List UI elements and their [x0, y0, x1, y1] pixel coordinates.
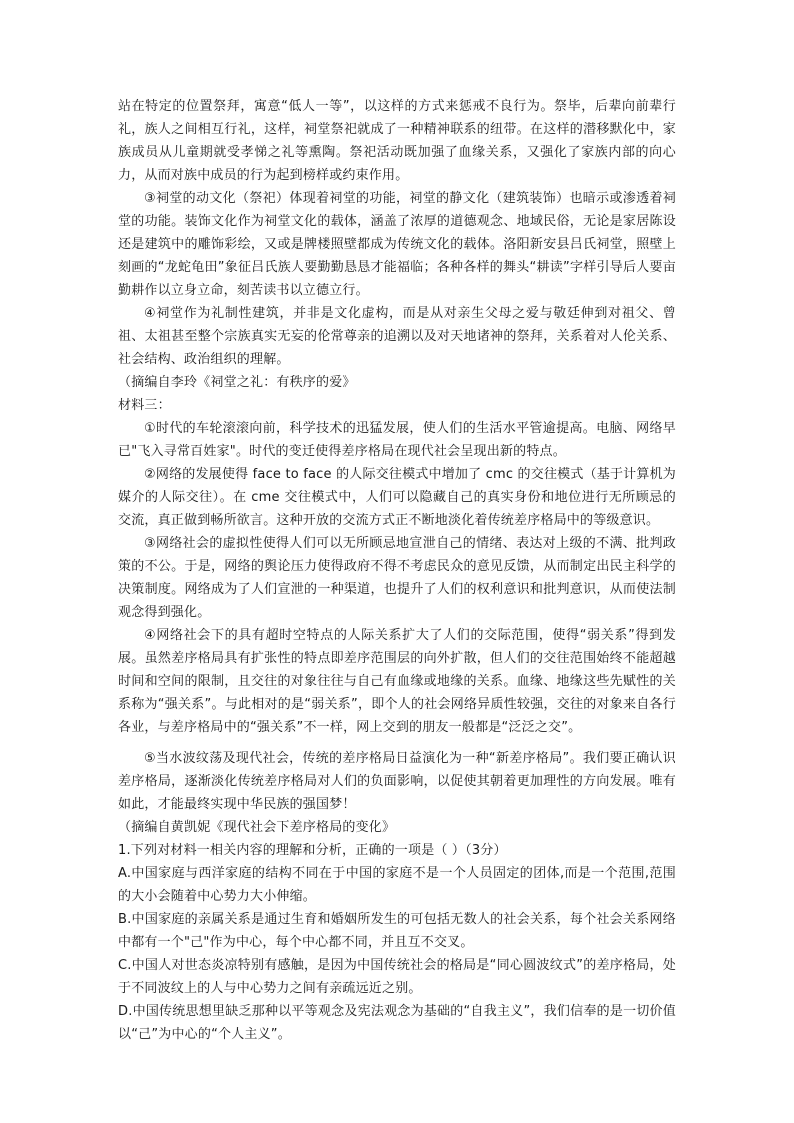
material2-paragraph-3: ③祠堂的动文化（祭祀）体现着祠堂的功能，祠堂的静文化（建筑装饰）也暗示或渗透着祠堂的功能。装饰文化作为祠堂文化的载体，涵盖了浓厚的道德观念、地域民俗，无论是家居陈设还是建筑中的雕饰彩绘，又或是牌楼照壁都成为传统文化的载体。洛阳新安县吕氏祠堂，照壁上刻画的“龙蛇龟田”象征吕氏族人要勤勤恳恳才能福临；各种各样的舞头“耕读”字样引导后人要亩勤耕作以立身立命，刻苦读书以立德立行。: [118, 191, 676, 298]
material2-source: （摘编自李玲《祠堂之礼：有秩序的爱》: [118, 375, 356, 390]
material3-paragraph-5: ⑤当水波纹荡及现代社会，传统的差序格局日益演化为一种“新差序格局”。我们要正确认识差序格局，逐渐淡化传统差序格局对人们的负面影响，以促使其朝着更加理性的方向发展。唯有如此，才能最终实现中华民族的强国梦！: [118, 751, 676, 812]
material2-paragraph-2-continued: 站在特定的位置祭拜，寓意“低人一等”，以这样的方式来惩戒不良行为。祭毕，后辈向前辈行礼，族人之间相互行礼，这样，祠堂祭祀就成了一种精神联系的纽带。在这样的潜移默化中，家族成员从儿童期就受孝悌之礼等熏陶。祭祀活动既加强了血缘关系，又强化了家族内部的向心力，从而对族中成员的行为起到榜样或约束作用。: [118, 99, 676, 183]
material3-paragraph-3: ③网络社会的虚拟性使得人们可以无所顾忌地宣泄自己的情绪、表达对上级的不满、批判政策的不公。于是，网络的舆论压力使得政府不得不考虑民众的意见反馈，从而制定出民主科学的决策制度。网络成为了人们宣泄的一种渠道，也提升了人们的权利意识和批判意识，从而使法制观念得到强化。: [118, 536, 676, 620]
material3-source: （摘编自黄凯妮《现代社会下差序格局的变化》: [118, 820, 396, 835]
material2-paragraph-4: ④祠堂作为礼制性建筑，并非是文化虚构，而是从对亲生父母之爱与敬廷伸到对祖父、曾祖、太祖甚至整个宗族真实无妄的伦常尊亲的追溯以及对天地诸神的祭拜，关系着对人伦关系、社会结构、政治组织的理解。: [118, 306, 676, 367]
question-1-option-a: A.中国家庭与西洋家庭的结构不同在于中国的家庭不是一个人员固定的团体,而是一个范围,范围的大小会随着中心势力大小伸缩。: [118, 866, 676, 904]
material3-paragraph-1: ①时代的车轮滚滚向前，科学技术的迅猛发展，使人们的生活水平管逾提高。电脑、网络早已"飞入寻常百姓家"。时代的变迁使得差序格局在现代社会呈现出新的特点。: [118, 421, 676, 459]
material3-heading: 材料三：: [118, 398, 171, 413]
material3-paragraph-4: ④网络社会下的具有超时空特点的人际关系扩大了人们的交际范围，使得“弱关系”得到发展。虽然差序格局具有扩张性的特点即差序范围层的向外扩散，但人们的交往范围始终不能超越时间和空间的限制，且交往的对象往往与自己有血缘或地缘的关系。血缘、地缘这些先赋性的关系称为“强关系”。与此相对的是“弱关系”，即个人的社会网络异质性较强，交往的对象来自各行各业，与差序格局中的“强关系”不一样，网上交到的朋友一般都是“泛泛之交”。: [118, 628, 676, 735]
question-1-stem: 1.下列对材料一相关内容的理解和分析，正确的一项是（ ）（3分）: [118, 843, 507, 858]
question-1-option-d: D.中国传统思想里缺乏那种以平等观念及宪法观念为基础的“自我主义”，我们信奉的是一切价值以“己”为中心的“个人主义”。: [118, 1004, 676, 1042]
document-page: [118, 95, 676, 1046]
question-1-option-c: C.中国人对世态炎凉特别有感触，是因为中国传统社会的格局是“同心圆波纹式”的差序格局，处于不同波纹上的人与中心势力之间有亲疏远近之别。: [118, 958, 676, 996]
material3-paragraph-2: ②网络的发展使得 face to face 的人际交往模式中增加了 cmc 的交往模式（基于计算机为媒介的人际交往）。在 cme 交往模式中，人们可以隐藏自己的真实身份和地位进行无所顾忌的交流，真正做到畅所欲言。这种开放的交流方式正不断地淡化着传统差序格局中的等级意识。: [118, 467, 676, 528]
question-1-option-b: B.中国家庭的亲属关系是通过生育和婚姻所发生的可包括无数人的社会关系，每个社会关系网络中都有一个"己"作为中心，每个中心都不同，并且互不交叉。: [118, 912, 676, 950]
